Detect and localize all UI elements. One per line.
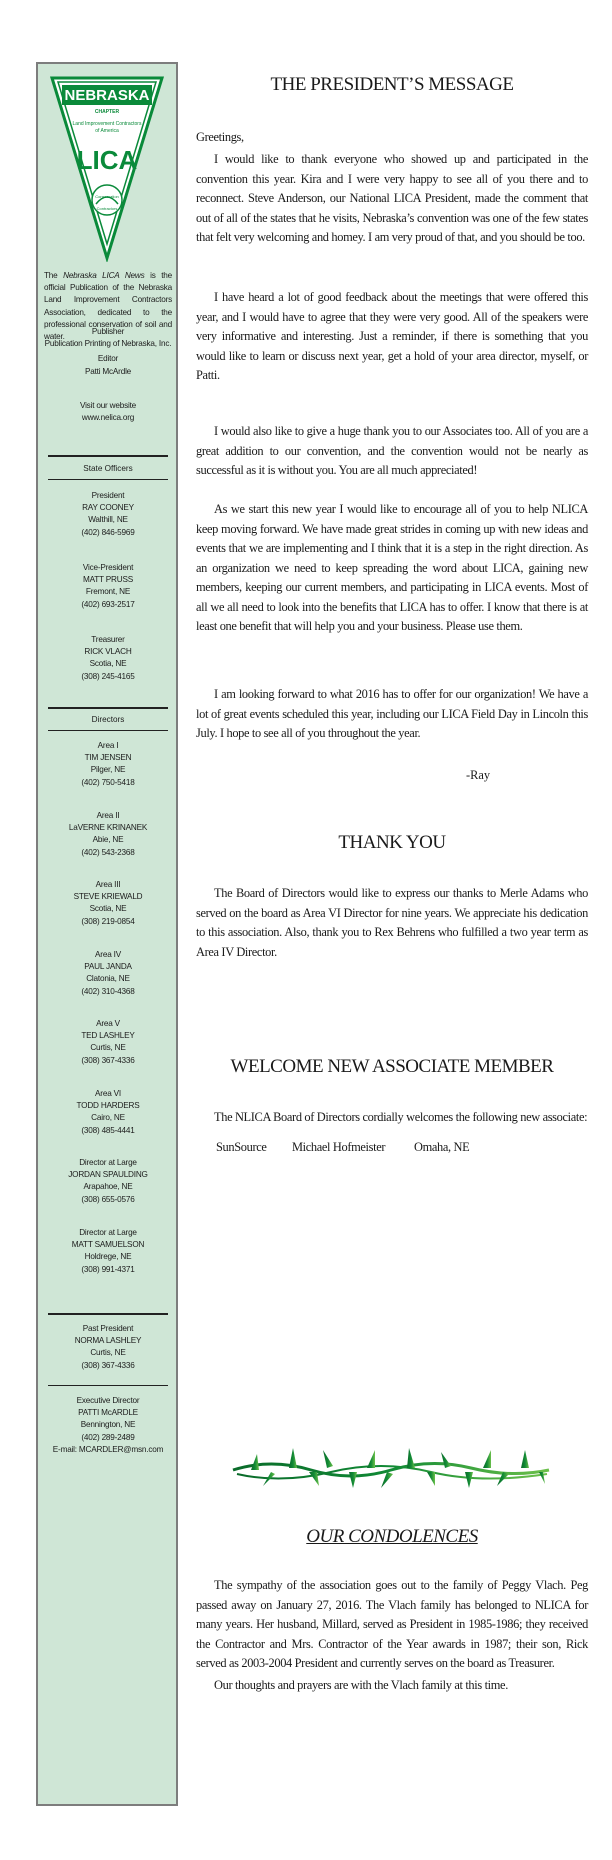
- director-area-6: [42, 1088, 174, 1137]
- message-paragraph-1: I would like to thank everyone who showed up and participated in the convention this year. Kira and I were very happy to see all of you there and to reconnect. Steve Anderson, our National LICA President, made the comment that out of all of the states that he visits, Nebraska’s convention was one of the few states that felt very welcoming and homey. I am very proud of that, and you should be too.: [196, 152, 588, 244]
- condolences-paragraph-1: The sympathy of the association goes out to the family of Peggy Vlach. Peg passed away on January 27, 2016. The Vlach family has belonged to NLICA for many years. Her husband, Millard, served as President in 1985-1986; they received the Contractor and Mrs. Contractor of the Year awards in 1987; their son, Rick served as 2003-2004 President and currently serves on the board as Treasurer.: [196, 1578, 588, 1670]
- logo-chapter: CHAPTER: [94, 109, 120, 115]
- director-area-1: [42, 740, 174, 789]
- logo-circle-1: Conservation: [95, 194, 119, 199]
- director-city: Clatonia, NE: [86, 974, 130, 984]
- officer-city: Walthill, NE: [88, 515, 128, 525]
- executive-director-title: Executive Director: [76, 1396, 140, 1405]
- director-title: Area II: [96, 811, 120, 820]
- past-president-city: Curtis, NE: [90, 1348, 126, 1358]
- welcome-intro: The NLICA Board of Directors cordially welcomes the following new associate:: [214, 1110, 588, 1124]
- intro-publication-name: Nebraska LICA News: [63, 271, 145, 280]
- director-phone: (402) 310-4368: [81, 986, 135, 996]
- director-title: Director at Large: [79, 1228, 137, 1237]
- director-city: Abie, NE: [92, 835, 124, 845]
- logo-circle-2: Contractors: [96, 206, 118, 211]
- director-name: MATT SAMUELSON: [71, 1240, 145, 1250]
- signature: -Ray: [466, 768, 491, 782]
- message-paragraph-3: I would also like to give a huge thank you to our Associates too. All of you are a great addition to our convention, and the convention would not be nearly as successful as it is without you. You are all much appreciated!: [196, 424, 588, 477]
- website-link[interactable]: www.nelica.org: [81, 413, 135, 423]
- director-city: Scotia, NE: [89, 904, 127, 914]
- divider: [48, 455, 168, 457]
- nebraska-lica-logo: [48, 72, 166, 262]
- director-phone: (308) 655-0576: [81, 1194, 135, 1204]
- thank-you-body: The Board of Directors would like to express our thanks to Merle Adams who served on the board as Area VI Director for nine years. We appreciate his dedication to this association. Also, thank you to Rex Behrens who fulfilled a two year term as Area IV Director.: [196, 886, 588, 959]
- director-phone: (308) 991-4371: [81, 1264, 135, 1274]
- director-title: Area III: [95, 880, 121, 889]
- officer-name: RICK VLACH: [84, 647, 132, 657]
- officer-vice-president: [42, 562, 174, 611]
- officer-president: [42, 490, 174, 539]
- director-title: Director at Large: [79, 1158, 137, 1167]
- vine-divider-image: [231, 1440, 551, 1494]
- logo-tagline-2: of America: [95, 128, 119, 134]
- past-president-name: NORMA LASHLEY: [74, 1336, 142, 1346]
- editor-label: Editor: [97, 354, 119, 364]
- officer-city: Scotia, NE: [89, 659, 127, 669]
- logo-tagline-1: Land Improvement Contractors: [72, 121, 142, 127]
- presidents-message-heading: THE PRESIDENT’S MESSAGE: [270, 74, 514, 95]
- director-name: PAUL JANDA: [84, 962, 132, 972]
- divider: [48, 479, 168, 480]
- director-phone: (308) 485-4441: [81, 1125, 135, 1135]
- condolences-heading: OUR CONDOLENCES: [306, 1526, 478, 1547]
- state-officers-heading: State Officers: [83, 464, 133, 473]
- director-at-large-1: [42, 1157, 174, 1206]
- director-name: TED LASHLEY: [81, 1031, 135, 1041]
- director-area-4: [42, 949, 174, 998]
- directors-heading: Directors: [91, 715, 125, 724]
- officer-city: Fremont, NE: [85, 587, 131, 597]
- officer-name: RAY COONEY: [82, 503, 134, 513]
- associate-company: SunSource: [216, 1140, 267, 1154]
- director-phone: (402) 543-2368: [81, 847, 135, 857]
- thank-you-heading: THANK YOU: [338, 832, 446, 853]
- divider: [48, 707, 168, 709]
- message-paragraph-5: I am looking forward to what 2016 has to offer for our organization! We have a lot of great events scheduled this year, including our LICA Field Day in Lincoln this July. I hope to see all of you throughout the year.: [196, 687, 588, 740]
- officer-title: President: [91, 491, 125, 500]
- divider: [48, 1313, 168, 1315]
- associate-contact: Michael Hofmeister: [292, 1140, 386, 1154]
- officer-treasurer: [42, 634, 174, 683]
- director-area-5: [42, 1018, 174, 1067]
- director-city: Holdrege, NE: [84, 1252, 132, 1262]
- director-name: STEVE KRIEWALD: [73, 892, 143, 902]
- officer-name: MATT PRUSS: [82, 575, 133, 585]
- condolences-paragraph-2: Our thoughts and prayers are with the Vlach family at this time.: [214, 1678, 508, 1692]
- director-area-2: [42, 810, 174, 859]
- executive-director-email[interactable]: E-mail: MCARDLER@msn.com: [52, 1444, 164, 1454]
- director-city: Curtis, NE: [90, 1043, 126, 1053]
- executive-director-city: Bennington, NE: [80, 1420, 136, 1430]
- director-name: TIM JENSEN: [84, 753, 132, 763]
- editor-value: Patti McArdle: [84, 366, 132, 376]
- past-president-phone: (308) 367-4336: [81, 1360, 135, 1370]
- message-paragraph-2: I have heard a lot of good feedback about the meetings that were offered this year, and I would have to agree that they were very good. All of the speakers were very informative and interesting. Just a reminder, if there is something that you would like to learn or discuss next year, get a hold of your area director, myself, or Patti.: [196, 290, 588, 382]
- officer-phone: (402) 693-2517: [81, 599, 135, 609]
- director-title: Area I: [97, 741, 119, 750]
- director-title: Area IV: [95, 950, 121, 959]
- publisher-value: Publication Printing of Nebraska, Inc.: [44, 339, 172, 349]
- director-phone: (308) 219-0854: [81, 916, 135, 926]
- director-area-3: [42, 879, 174, 928]
- officer-phone: (308) 245-4165: [81, 671, 135, 681]
- logo-top-text: NEBRASKA: [64, 87, 150, 104]
- officer-title: Vice-President: [82, 563, 134, 572]
- website-block: [42, 400, 174, 424]
- sidebar: [36, 62, 178, 1806]
- director-city: Arapahoe, NE: [83, 1182, 133, 1192]
- greeting: Greetings,: [196, 130, 244, 144]
- director-title: Area V: [96, 1019, 120, 1028]
- divider: [48, 730, 168, 731]
- publisher-block: [42, 326, 174, 378]
- director-title: Area VI: [95, 1089, 121, 1098]
- past-president: [42, 1323, 174, 1372]
- executive-director-phone: (402) 289-2489: [81, 1432, 135, 1442]
- executive-director: [42, 1395, 174, 1456]
- publisher-label: Publisher: [91, 327, 125, 336]
- officer-phone: (402) 846-5969: [81, 527, 135, 537]
- message-paragraph-4: As we start this new year I would like to encourage all of you to help NLICA keep moving forward. We have made great strides in coming up with new ideas and events that we are implementing and I think that it is a step in the right direction. As an organization we need to keep spreading the word about LICA, gaining new members, keeping our current members, and participating in LICA events. Most of all we all need to look into the benefits that LICA has to offer. I know that there is at least one benefit that will help you and your business. Please use them.: [196, 502, 588, 633]
- director-phone: (308) 367-4336: [81, 1055, 135, 1065]
- executive-director-name: PATTI McARDLE: [78, 1408, 138, 1418]
- director-name: TODD HARDERS: [76, 1101, 140, 1111]
- director-phone: (402) 750-5418: [81, 777, 135, 787]
- website-label: Visit our website: [79, 401, 137, 410]
- welcome-heading: WELCOME NEW ASSOCIATE MEMBER: [230, 1056, 554, 1077]
- officer-title: Treasurer: [91, 635, 125, 644]
- divider: [48, 1385, 168, 1386]
- associate-location: Omaha, NE: [414, 1140, 470, 1154]
- intro-text: is the official Publication of the Nebraska Land Improvement Contractors Association, dedicated to the professional conservation of soil and water.: [44, 271, 172, 342]
- intro-prefix: The: [44, 271, 64, 280]
- director-at-large-2: [42, 1227, 174, 1276]
- director-name: JORDAN SPAULDING: [68, 1170, 148, 1180]
- logo-acronym: LICA: [76, 145, 138, 175]
- director-name: LaVERNE KRINANEK: [68, 823, 148, 833]
- director-city: Cairo, NE: [91, 1113, 125, 1123]
- director-city: Pilger, NE: [90, 765, 126, 775]
- past-president-title: Past President: [82, 1324, 134, 1333]
